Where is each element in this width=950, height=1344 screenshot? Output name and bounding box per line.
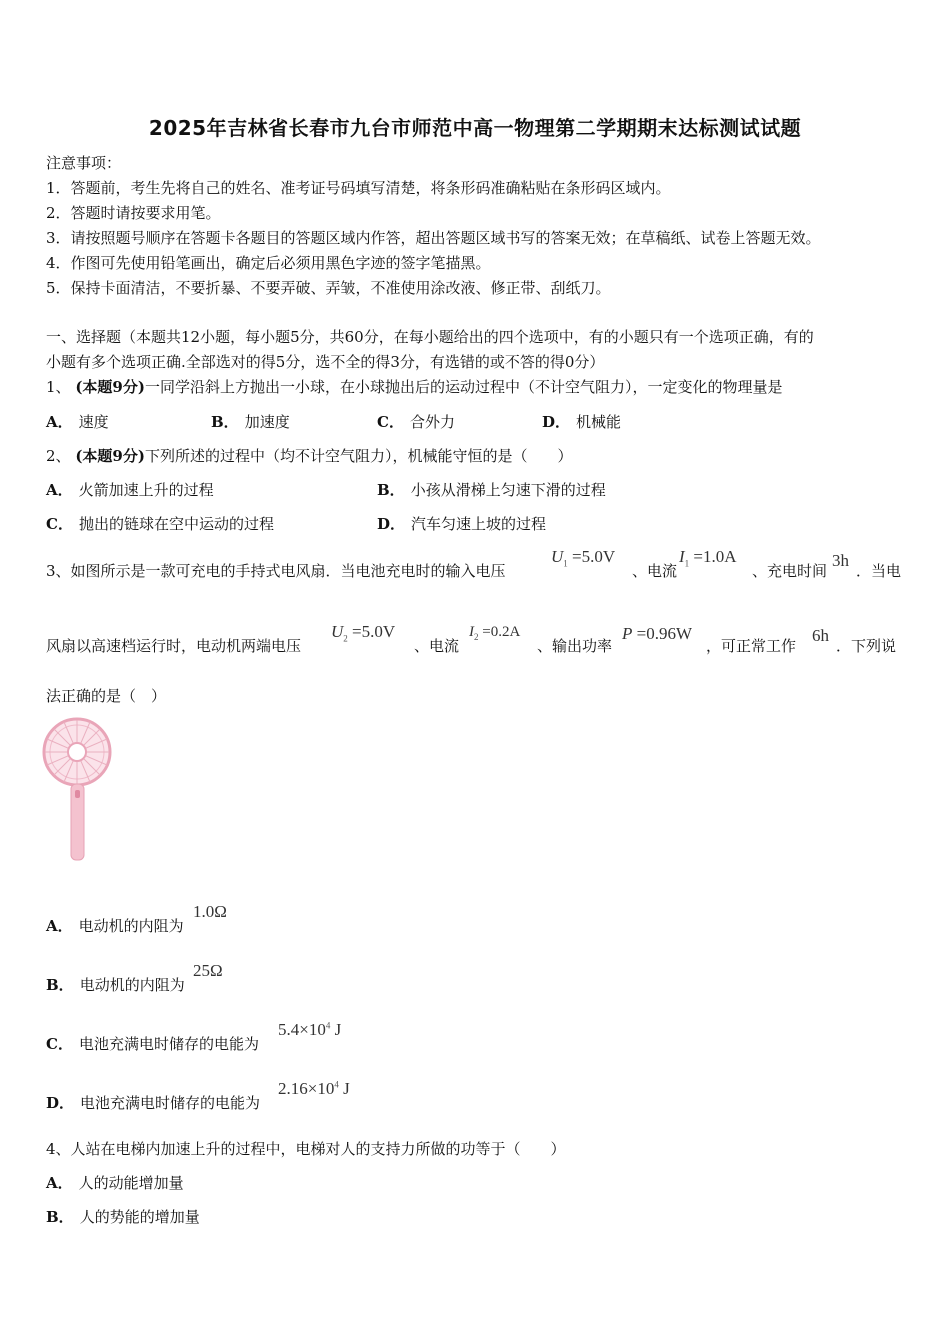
section-instructions: 小题有多个选项正确.全部选对的得5分，选不全的得3分，有选错的或不答的得0分） xyxy=(46,353,605,371)
option-b: B． 电动机的内阻为 xyxy=(46,976,185,994)
option-d: D． 机械能 xyxy=(542,413,622,431)
option-a: A． 速度 xyxy=(46,413,109,431)
notice-item: 3．请按照题号顺序在答题卡各题目的答题区域内作答，超出答题区域书写的答案无效；在草稿纸、试卷上答题无效。 xyxy=(46,229,821,247)
fan-head xyxy=(44,719,110,785)
question-stem: 下列所述的过程中（均不计空气阻力），机械能守恒的是（ ） xyxy=(144,447,573,465)
question-3-text: 3、如图所示是一款可充电的手持式电风扇．当电池充电时的输入电压 xyxy=(46,562,506,580)
page-title: 2025年吉林省长春市九台市师范中高一物理第二学期期末达标测试试题 xyxy=(148,116,802,140)
question-3-text: 、电流 xyxy=(632,562,678,580)
question-3-text: 风扇以高速档运行时，电动机两端电压 xyxy=(46,637,302,655)
question-3-text: ，可正常工作 xyxy=(706,637,797,655)
notice-heading: 注意事项： xyxy=(46,154,122,172)
handheld-fan-image xyxy=(42,714,112,864)
formula-t1: 3h xyxy=(832,551,849,570)
option-c: C． 合外力 xyxy=(377,413,455,431)
question-4: 4、人站在电梯内加速上升的过程中，电梯对人的支持力所做的功等于（ ） xyxy=(46,1140,566,1158)
formula-p: P =0.96W xyxy=(622,624,693,643)
notice-item: 2．答题时请按要求用笔。 xyxy=(46,204,221,222)
option-b: B． 人的势能的增加量 xyxy=(46,1208,200,1226)
question-1 xyxy=(46,376,782,397)
notice-item: 5．保持卡面清洁，不要折暴、不要弄破、弄皱，不准使用涂改液、修正带、刮纸刀。 xyxy=(46,279,611,297)
option-c: C． 电池充满电时储存的电能为 xyxy=(46,1035,259,1053)
section-instructions: 一、选择题（本题共12小题，每小题5分，共60分，在每小题给出的四个选项中，有的小题只有一个选项正确，有的 xyxy=(46,328,814,346)
question-3-text: ．下列说 xyxy=(836,637,897,655)
option-d: D． 电池充满电时储存的电能为 xyxy=(46,1094,261,1112)
question-3-text: ．当电 xyxy=(856,562,902,580)
option-c: C． 抛出的链球在空中运动的过程 xyxy=(46,515,274,533)
question-3-text: 法正确的是（ ） xyxy=(46,687,167,705)
option-b: B． 加速度 xyxy=(211,413,290,431)
formula-i2: $I_2 =0.2A$ xyxy=(469,624,521,642)
formula-option-a: 1.0Ω xyxy=(193,902,227,921)
formula-i1: $I_1 =1.0A$ xyxy=(679,547,737,569)
fan-button xyxy=(75,790,80,798)
formula-option-d: $2.16\times 10^4$ J xyxy=(278,1079,350,1098)
question-number: 1、 xyxy=(46,378,71,396)
formula-t2: 6h xyxy=(812,626,829,645)
formula-option-b: 25Ω xyxy=(193,961,223,980)
option-a: A． 人的动能增加量 xyxy=(46,1174,184,1192)
option-a: A． 火箭加速上升的过程 xyxy=(46,481,214,499)
question-2 xyxy=(46,445,572,466)
question-stem: 一同学沿斜上方抛出一小球，在小球抛出后的运动过程中（不计空气阻力），一定变化的物理量是 xyxy=(144,378,783,396)
notice-item: 1．答题前，考生先将自己的姓名、准考证号码填写清楚，将条形码准确粘贴在条形码区域内。 xyxy=(46,179,671,197)
question-3-text: 、充电时间 xyxy=(752,562,828,580)
question-number: 2、 xyxy=(46,447,71,465)
question-3-text: 、输出功率 xyxy=(537,637,613,655)
formula-u2: $U_2 =5.0V$ xyxy=(331,622,396,644)
question-tag: (本题9分) xyxy=(75,447,145,465)
option-b: B． 小孩从滑梯上匀速下滑的过程 xyxy=(377,481,606,499)
question-tag: (本题9分) xyxy=(75,378,145,396)
formula-u1: $U_1 =5.0V$ xyxy=(551,547,616,569)
question-3-text: 、电流 xyxy=(414,637,460,655)
option-a: A． 电动机的内阻为 xyxy=(46,917,184,935)
notice-item: 4．作图可先使用铅笔画出，确定后必须用黑色字迹的签字笔描黑。 xyxy=(46,254,491,272)
option-d: D． 汽车匀速上坡的过程 xyxy=(377,515,547,533)
formula-option-c: $5.4\times 10^4$ J xyxy=(278,1020,342,1039)
